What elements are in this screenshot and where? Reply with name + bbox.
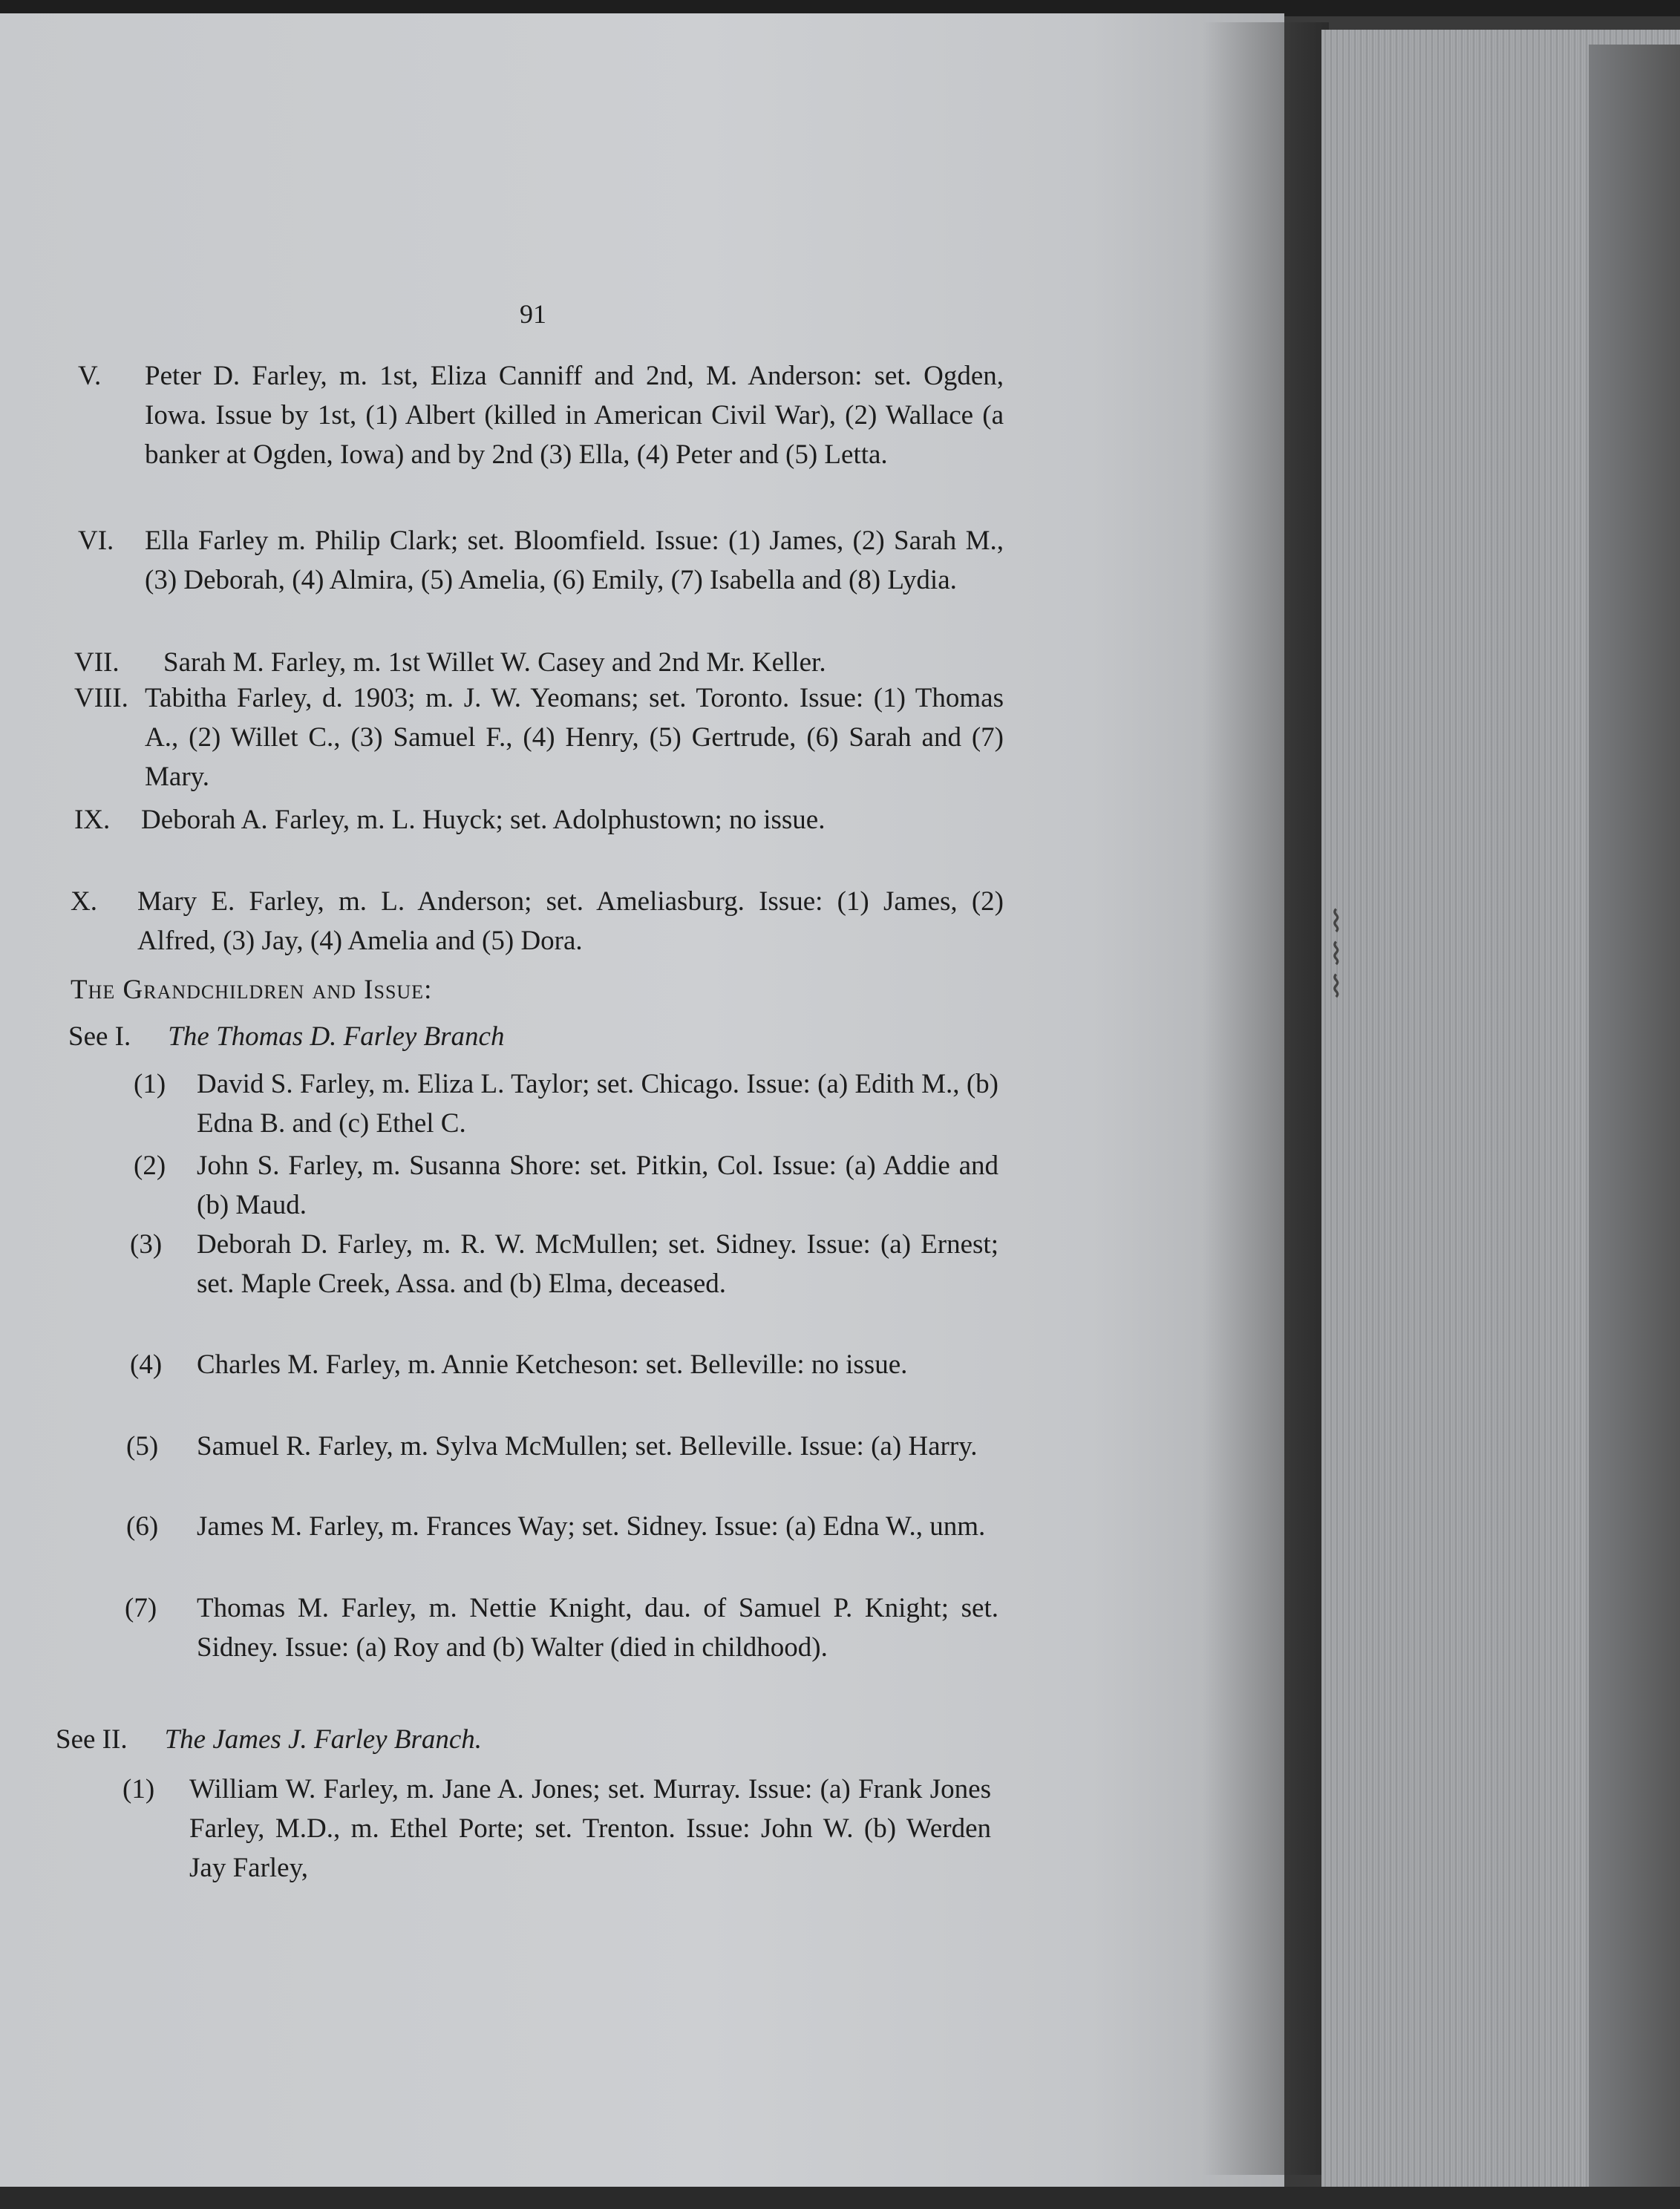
- grandchild-entry-6: [126, 1507, 998, 1546]
- entry-text: Sarah M. Farley, m. 1st Willet W. Casey and 2nd Mr. Keller.: [163, 647, 826, 678]
- entry-number: (6): [126, 1511, 159, 1542]
- grandchild-entry-5: [126, 1427, 998, 1466]
- entry-text: David S. Farley, m. Eliza L. Taylor; set. Chicago. Issue: (a) Edith M., (b) Edna B. and (c) Ethel C.: [197, 1069, 998, 1139]
- grandchild-entry-4: [130, 1345, 998, 1384]
- entry-text: Deborah D. Farley, m. R. W. McMullen; set. Sidney. Issue: (a) Ernest; set. Maple Creek, Assa. and (b) Elma, deceased.: [197, 1229, 998, 1299]
- entry-text: Tabitha Farley, d. 1903; m. J. W. Yeomans; set. Toronto. Issue: (1) Thomas A., (2) Willet C., (3) Samuel F., (4) Henry, (5) Gertrude, (6) Sarah and (7) Mary.: [145, 683, 1004, 792]
- page-number: 91: [520, 299, 546, 329]
- entry-number: IX.: [74, 805, 111, 835]
- entry-number: (3): [130, 1229, 163, 1260]
- spine-mark: ⌇ ⌇ ⌇: [1329, 905, 1344, 1004]
- grandchild-entry-3: [130, 1225, 998, 1303]
- entry-text: James M. Farley, m. Frances Way; set. Sidney. Issue: (a) Edna W., unm.: [197, 1511, 986, 1542]
- section-heading: The Grandchildren and Issue:: [71, 975, 433, 1005]
- entry-number: VIII.: [74, 683, 128, 713]
- entry-number: V.: [78, 361, 102, 391]
- grandchild-entry-2: [134, 1146, 998, 1225]
- child-entry-vii: [74, 643, 1004, 682]
- entry-text: Mary E. Farley, m. L. Anderson; set. Ameliasburg. Issue: (1) James, (2) Alfred, (3) Jay, (4) Amelia and (5) Dora.: [137, 886, 1004, 956]
- entry-text: Peter D. Farley, m. 1st, Eliza Canniff and 2nd, M. Anderson: set. Ogden, Iowa. Issue by 1st, (1) Albert (killed in American Civil War), (2) Wallace (a banker at Ogden, Iowa) and by 2nd (3) Ella, (4) Peter and (5) Letta.: [145, 361, 1004, 470]
- entry-number: (1): [122, 1774, 155, 1804]
- page-gutter-shadow: [1203, 22, 1329, 2175]
- grandchild-entry-ii-1: [122, 1770, 991, 1888]
- child-entry-ix: [74, 800, 1004, 840]
- book-edge-shadow: [1589, 45, 1680, 2209]
- entry-text: Thomas M. Farley, m. Nettie Knight, dau. of Samuel P. Knight; set. Sidney. Issue: (a) Roy and (b) Walter (died in childhood).: [197, 1593, 998, 1663]
- entry-text: Samuel R. Farley, m. Sylva McMullen; set. Belleville. Issue: (a) Harry.: [197, 1431, 978, 1462]
- branch-see: See I.: [68, 1021, 131, 1052]
- child-entry-v: [78, 356, 1004, 474]
- entry-number: (2): [134, 1151, 166, 1181]
- entry-number: X.: [71, 886, 97, 917]
- entry-number: (5): [126, 1431, 159, 1462]
- branch-heading-ii: [56, 1724, 482, 1755]
- entry-text: Charles M. Farley, m. Annie Ketcheson: set. Belleville: no issue.: [197, 1349, 908, 1380]
- entry-number: (1): [134, 1069, 166, 1099]
- entry-number: VII.: [74, 647, 120, 678]
- entry-text: John S. Farley, m. Susanna Shore: set. Pitkin, Col. Issue: (a) Addie and (b) Maud.: [197, 1151, 998, 1220]
- child-entry-viii: [74, 678, 1004, 796]
- entry-text: Ella Farley m. Philip Clark; set. Bloomfield. Issue: (1) James, (2) Sarah M., (3) Deborah, (4) Almira, (5) Amelia, (6) Emily, (7) Isabella and (8) Lydia.: [145, 526, 1004, 595]
- branch-title: The James J. Farley Branch.: [164, 1724, 483, 1755]
- branch-heading-i: [68, 1021, 504, 1053]
- grandchild-entry-1: [134, 1064, 998, 1143]
- entry-text: William W. Farley, m. Jane A. Jones; set. Murray. Issue: (a) Frank Jones Farley, M.D., m. Ethel Porte; set. Trenton. Issue: John W. (b) Werden Jay Farley,: [189, 1774, 991, 1883]
- branch-title: The Thomas D. Farley Branch: [168, 1021, 505, 1052]
- entry-text: Deborah A. Farley, m. L. Huyck; set. Adolphustown; no issue.: [141, 805, 826, 835]
- child-entry-vi: [78, 521, 1004, 600]
- grandchild-entry-7: [125, 1588, 998, 1667]
- entry-number: (7): [125, 1593, 157, 1623]
- entry-number: (4): [130, 1349, 163, 1380]
- entry-number: VI.: [78, 526, 114, 556]
- branch-see: See II.: [56, 1724, 128, 1755]
- book-bottom-edge: [0, 2187, 1680, 2209]
- child-entry-x: [71, 882, 1004, 960]
